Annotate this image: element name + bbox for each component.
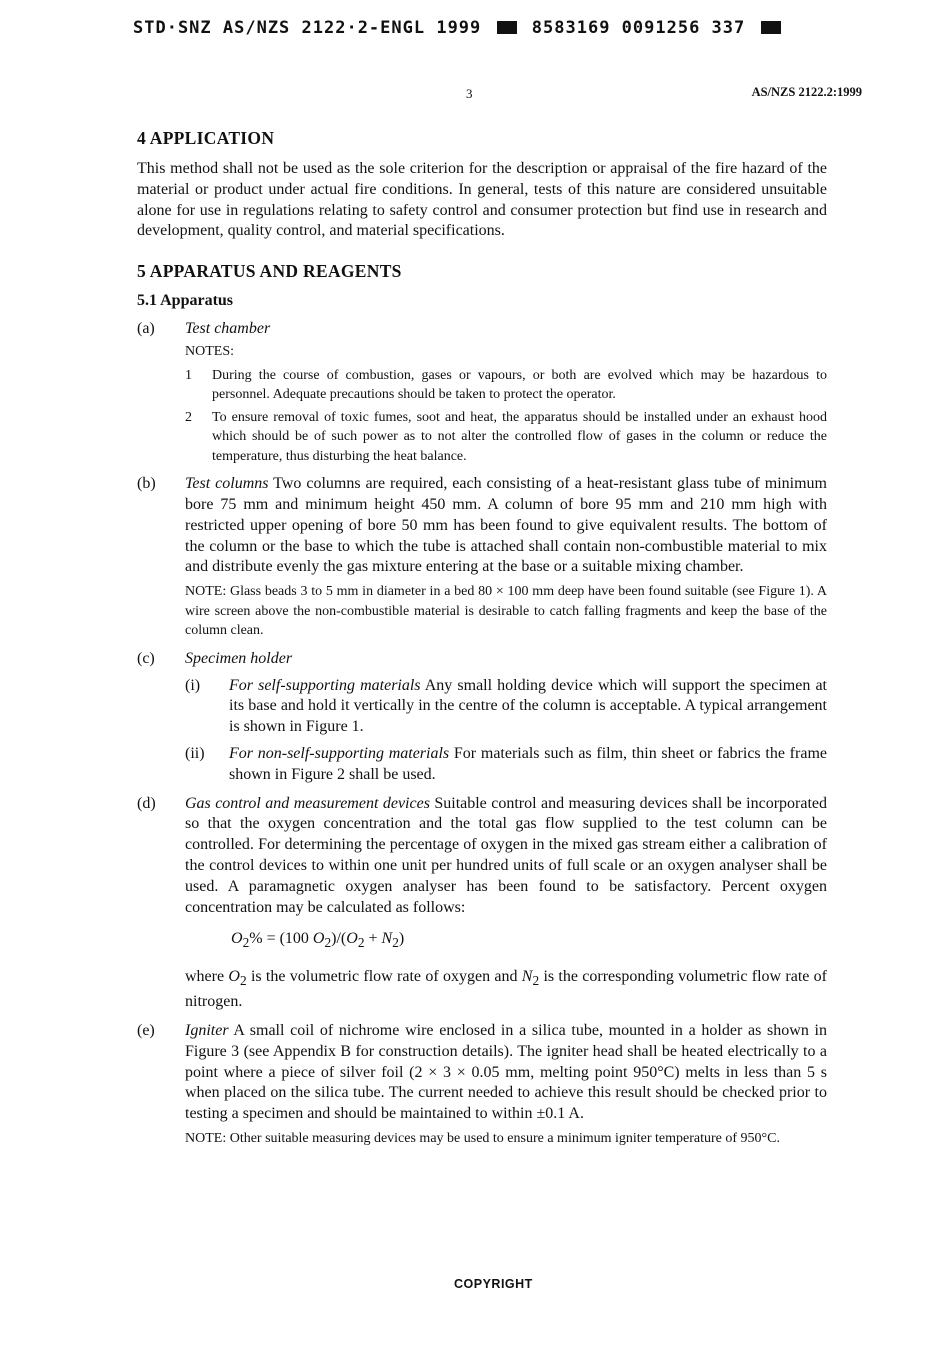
note-text: During the course of combustion, gases or vapours, or both are evolved which may be hazardous to personnel. Adequate precautions should be taken to protect the operator. — [212, 367, 827, 403]
section-paragraph: This method shall not be used as the sole criterion for the description or appraisal of the fire hazard of the material or product under actual fire conditions. In general, tests of this nature are considered unsuitable alone for use in regulations relating to safety control and consumer protection but find use in research and development, quality control, and material specifications. — [137, 160, 827, 240]
section-apparatus — [137, 261, 827, 1148]
item-text: Suitable control and measuring devices shall be incorporated so that the oxygen concentration and the total gas flow supplied to the test column can be controlled. For determining the percentage of oxygen in the mixed gas stream either a calibration of the control devices to within one unit per hundred units of full scale or an oxygen analyser shall be used. A paramagnetic oxygen analyser has been found to be satisfactory. Percent oxygen concentration may be calculated as follows: — [185, 794, 828, 916]
item-body — [185, 794, 827, 1014]
note-number: 1 — [185, 367, 192, 383]
stamp-block-mark — [761, 21, 781, 34]
note-text: To ensure removal of toxic fumes, soot and heat, the apparatus should be installed under an exhaust hood which should be of such power as to not alter the controlled flow of gases in the column or reduce the temperature, thus disturbing the heat balance. — [212, 409, 827, 464]
sub-item-label: (ii) — [185, 744, 205, 762]
copyright-footer: COPYRIGHT — [454, 1277, 533, 1291]
sub-item-label: (i) — [185, 676, 201, 694]
item-text: Two columns are required, each consisting of a heat-resistant glass tube of minimum bore 75 mm and minimum height 450 mm. A column of bore 95 mm and 210 mm high with restricted upper opening of bore 50 mm has been found to give equivalent results. The bottom of the column or the base to which the tube is attached shall contain non-combustible material to mix and distribute evenly the gas mixture entering at the base or a suitable mixing chamber. — [185, 475, 828, 576]
notes-heading: NOTES: — [185, 343, 234, 359]
note-item — [185, 366, 827, 405]
section-heading: 5 APPARATUS AND REAGENTS — [137, 261, 402, 282]
note-item — [185, 408, 827, 467]
stamp-text-1: STD·SNZ AS/NZS 2122·2-ENGL 1999 — [133, 18, 482, 38]
section-application — [137, 128, 827, 242]
item-note: NOTE: Glass beads 3 to 5 mm in diameter in a bed 80 × 100 mm deep have been found suitable (see Figure 1). A wire screen above the non-combustible material is desirable to catch falling fragments and keep the base of the column clean. — [185, 584, 827, 639]
sub-item-title: For self-supporting materials — [229, 676, 421, 694]
sub-item-text: Any small holding device which will support the specimen at its base and hold it vertically in the centre of the column is acceptable. A typical arrangement is shown in Figure 1. — [229, 676, 827, 736]
item-body — [185, 319, 827, 466]
item-label: (e) — [137, 1022, 155, 1040]
item-label: (d) — [137, 794, 156, 812]
item-title: Igniter — [185, 1022, 229, 1040]
item-label: (b) — [137, 475, 156, 493]
page-content — [137, 128, 827, 1149]
list-item-a — [137, 319, 827, 466]
item-label: (c) — [137, 649, 155, 667]
list-item-b — [137, 474, 827, 640]
sub-item-i — [185, 676, 827, 738]
standard-reference: AS/NZS 2122.2:1999 — [751, 85, 862, 99]
stamp-block-mark — [497, 21, 517, 34]
oxygen-formula: $O_2\% = (100$ $O_2)/(O_2 + N_2)$ — [231, 930, 405, 951]
item-body — [185, 1021, 827, 1148]
page-number: 3 — [466, 86, 473, 101]
document-stamp — [133, 18, 785, 38]
item-body — [185, 474, 827, 640]
item-note: NOTE: Other suitable measuring devices may be used to ensure a minimum igniter temperature of 950°C. — [185, 1131, 780, 1147]
stamp-text-2: 8583169 0091256 337 — [531, 18, 746, 38]
note-number: 2 — [185, 409, 192, 425]
item-title: Gas control and measurement devices — [185, 794, 430, 812]
item-body — [185, 649, 827, 786]
section-heading: 4 APPLICATION — [137, 128, 275, 148]
item-title: Test chamber — [185, 320, 271, 338]
list-item-e — [137, 1021, 827, 1148]
formula-explanation: where $O_2$ is the volumetric flow rate of oxygen and $N_2$ is the corresponding volumetric flow rate of nitrogen. — [185, 968, 827, 1011]
item-label: (a) — [137, 320, 155, 338]
list-item-d — [137, 794, 827, 1014]
item-text: A small coil of nichrome wire enclosed in a silica tube, mounted in a holder as shown in Figure 3 (see Appendix B for construction details). The igniter head shall be heated electrically to a point where a piece of silver foil (2 × 3 × 0.05 mm, melting point 950°C) melts in less than 5 s when placed on the silica tube. The current needed to achieve this result should be checked prior to testing a specimen and should be maintained to within ±0.1 A. — [185, 1022, 827, 1123]
sub-item-ii — [185, 744, 827, 786]
list-item-c — [137, 649, 827, 786]
sub-item-text: For materials such as film, thin sheet or fabrics the frame shown in Figure 2 shall be used. — [229, 744, 827, 783]
item-title: Specimen holder — [185, 649, 293, 667]
item-title: Test columns — [185, 475, 269, 493]
sub-item-title: For non-self-supporting materials — [229, 744, 450, 762]
subsection-heading: 5.1 Apparatus — [137, 292, 234, 310]
